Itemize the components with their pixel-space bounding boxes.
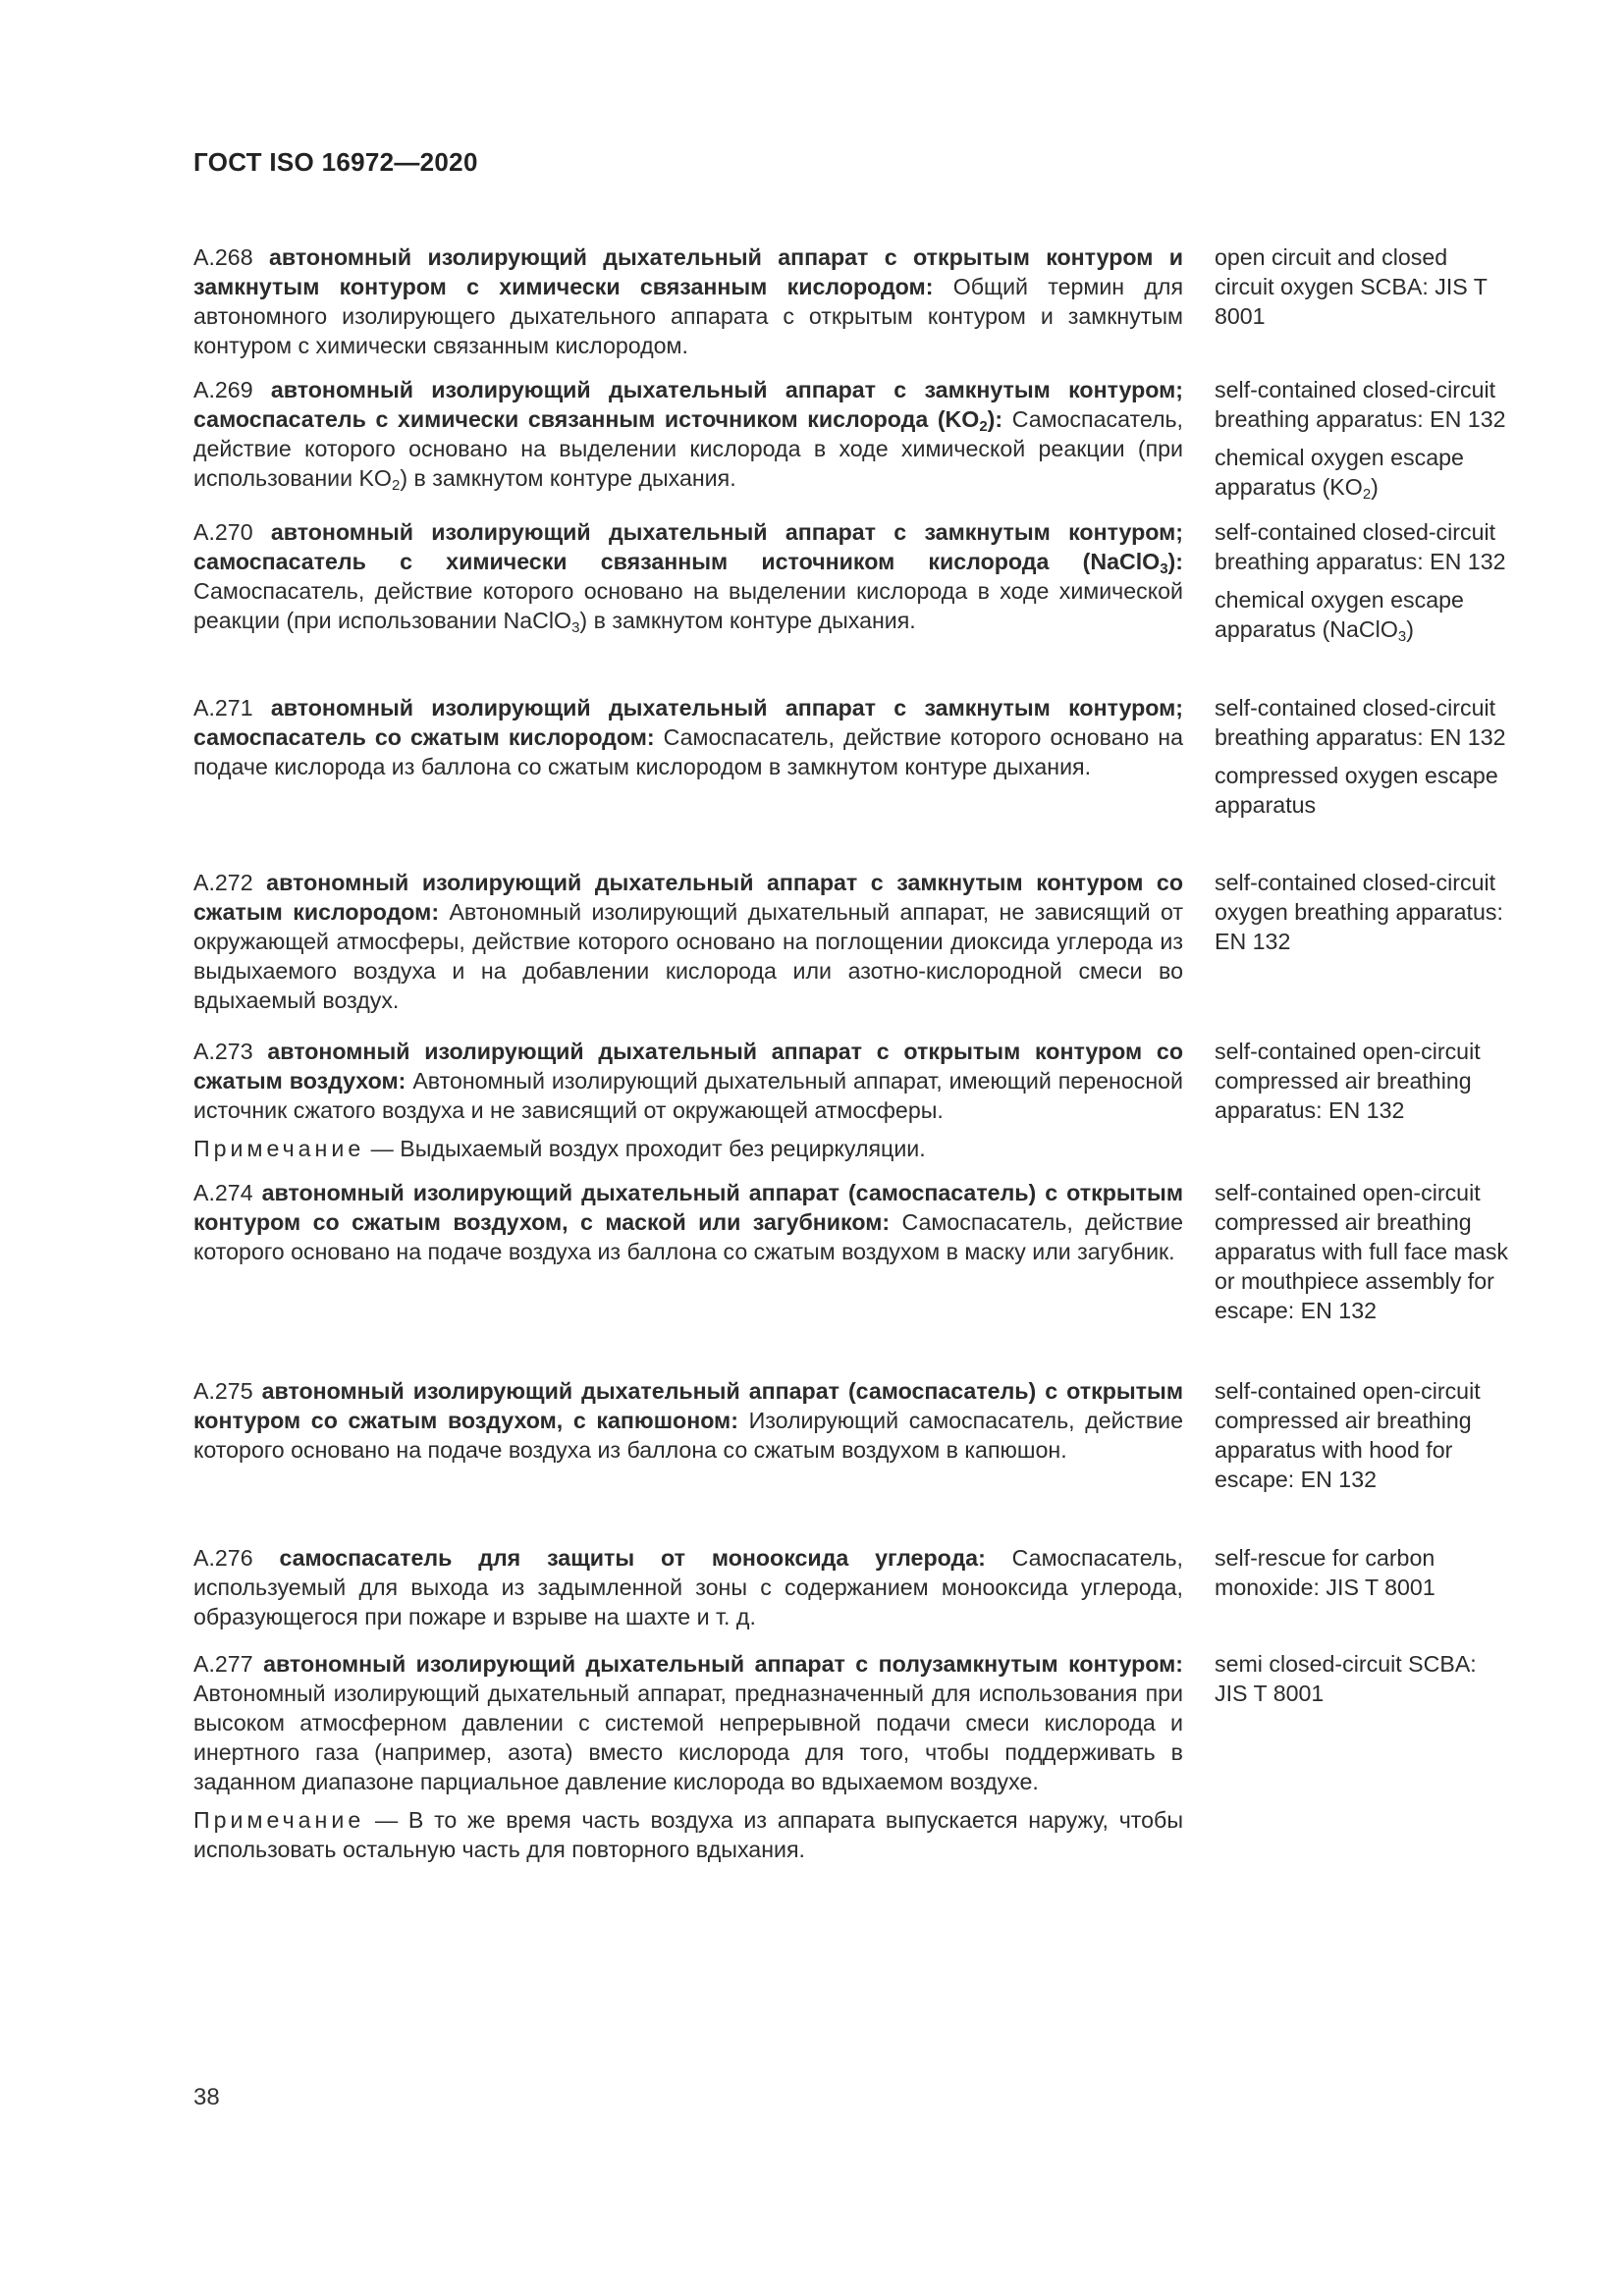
entry-paragraph <box>193 242 1183 360</box>
entry-paragraph <box>193 1037 1183 1125</box>
entry-english <box>1215 517 1509 644</box>
entry-a274 <box>193 1178 1509 1355</box>
entry-term <box>193 519 1183 577</box>
note-text: — В то же время часть воздуха из аппарата выпускается наружу, чтобы использовать остальную часть для повторного вдыхания. <box>193 1807 1183 1862</box>
entry-number: А.272 <box>193 870 267 895</box>
entry-english <box>1215 1178 1509 1325</box>
entry-a272 <box>193 868 1509 1015</box>
entry-definition <box>193 1037 1183 1163</box>
entry-a269 <box>193 375 1509 502</box>
entry-a275 <box>193 1376 1509 1523</box>
entry-def: Самоспасатель, используемый для выхода из задымленной зоны с содержанием монооксида углерода, образующегося при пожаре и взрыве на шахте и т. д. <box>193 1545 1183 1629</box>
entry-definition <box>193 868 1183 1015</box>
entry-a273 <box>193 1037 1509 1163</box>
entry-definition <box>193 1649 1183 1864</box>
note-label: Примечание <box>193 1136 365 1161</box>
def-part: Самоспасатель, действие которого основано на выделении кислорода в ходе химической реакции (при использовании KO <box>193 406 1183 491</box>
subscript: 3 <box>1160 561 1168 577</box>
entry-paragraph <box>193 1649 1183 1796</box>
entry-term: автономный изолирующий дыхательный аппарат с замкнутым контуром со сжатым кислородом: <box>193 870 1183 925</box>
entry-paragraph <box>193 517 1183 635</box>
english-term: self-contained closed-circuit oxygen breathing apparatus: EN 132 <box>1215 870 1503 954</box>
entry-term: автономный изолирующий дыхательный аппарат (самоспасатель) с открытым контуром со сжатым воздухом, с маской или загубником: <box>193 1180 1183 1235</box>
entry-number: А.268 <box>193 244 269 270</box>
entry-number: А.277 <box>193 1651 264 1677</box>
entry-definition <box>193 242 1183 360</box>
entry-english <box>1215 868 1509 956</box>
entry-number: А.271 <box>193 695 271 721</box>
entry-english <box>1215 1543 1509 1602</box>
def-part: Самоспасатель, действие которого основано на выделении кислорода в ходе химической реакции (при использовании NaClO <box>193 578 1183 633</box>
subscript: 3 <box>1397 628 1407 645</box>
document-header: ГОСТ ISO 16972—2020 <box>193 147 478 177</box>
entry-term: самоспасатель для защиты от монооксида углерода: <box>279 1545 986 1571</box>
english-term <box>1215 585 1509 644</box>
entry-note <box>193 1805 1183 1864</box>
entry-def <box>193 578 1183 636</box>
entry-def: Изолирующий самоспасатель, действие которого основано на подаче воздуха из баллона со сжатым воздухом в капюшон. <box>193 1408 1183 1463</box>
entry-number: А.274 <box>193 1180 262 1205</box>
entry-term: автономный изолирующий дыхательный аппарат с полузамкнутым контуром: <box>263 1651 1183 1677</box>
entry-a271 <box>193 693 1509 852</box>
english-term: self-contained closed-circuit breathing apparatus: EN 132 <box>1215 695 1506 750</box>
entry-definition <box>193 1543 1183 1631</box>
term-part: ): <box>987 406 1003 432</box>
entry-english <box>1215 693 1509 820</box>
english-term: self-rescue for carbon monoxide: JIS T 8001 <box>1215 1545 1435 1600</box>
subscript: 3 <box>571 619 580 636</box>
entry-paragraph <box>193 1543 1183 1631</box>
english-part: ) <box>1371 474 1379 500</box>
entries-list <box>193 242 1509 1864</box>
note-text: — Выдыхаемый воздух проходит без рециркуляции. <box>364 1136 926 1161</box>
english-term: semi closed-circuit SCBA: JIS T 8001 <box>1215 1651 1477 1706</box>
entry-paragraph <box>193 1178 1183 1266</box>
english-term: self-contained open-circuit compressed air breathing apparatus: EN 132 <box>1215 1039 1481 1123</box>
entry-term: автономный изолирующий дыхательный аппарат с замкнутым контуром; самоспасатель со сжатым кислородом: <box>193 695 1183 750</box>
entry-definition <box>193 1376 1183 1465</box>
entry-a270 <box>193 517 1509 676</box>
english-term: self-contained closed-circuit breathing apparatus: EN 132 <box>1215 519 1506 574</box>
entry-number: А.269 <box>193 377 271 402</box>
term-part: ): <box>1167 549 1183 574</box>
english-part: ) <box>1406 616 1414 642</box>
entry-term: автономный изолирующий дыхательный аппарат с открытым контуром и замкнутым контуром с химически связанным кислородом: <box>193 244 1183 299</box>
entry-def: Самоспасатель, действие которого основано на подаче кислорода из баллона со сжатым кислородом в замкнутом контуре дыхания. <box>193 724 1184 779</box>
subscript: 2 <box>391 477 401 494</box>
english-term: open circuit and closed circuit oxygen SCBA: JIS T 8001 <box>1215 244 1488 329</box>
def-part: ) в замкнутом контуре дыхания. <box>400 465 736 491</box>
entry-term: автономный изолирующий дыхательный аппарат (самоспасатель) с открытым контуром со сжатым воздухом, с капюшоном: <box>193 1378 1183 1433</box>
entry-paragraph <box>193 868 1183 1015</box>
english-term: self-contained open-circuit compressed air breathing apparatus with hood for escape: EN 132 <box>1215 1378 1481 1492</box>
entry-definition <box>193 1178 1183 1266</box>
term-part: автономный изолирующий дыхательный аппарат с замкнутым контуром; самоспасатель с химически связанным источником кислорода (KO <box>193 377 1183 432</box>
entry-definition <box>193 375 1183 493</box>
entry-english <box>1215 242 1509 331</box>
entry-def: Автономный изолирующий дыхательный аппарат, предназначенный для использования при высоком атмосферном давлении с системой непрерывной подачи смеси кислорода и инертного газа (например, азота) вместо кислорода для того, чтобы поддерживать в заданном диапазоне парциальное давление кислорода во вдыхаемом воздухе. <box>193 1681 1183 1794</box>
entry-a277 <box>193 1649 1509 1864</box>
entry-number: А.275 <box>193 1378 262 1404</box>
entry-term: автономный изолирующий дыхательный аппарат с открытым контуром со сжатым воздухом: <box>193 1039 1183 1094</box>
english-term: self-contained open-circuit compressed air breathing apparatus with full face mask or mouthpiece assembly for escape: EN 132 <box>1215 1180 1509 1323</box>
entry-english <box>1215 1037 1509 1125</box>
english-part: chemical oxygen escape apparatus (KO <box>1215 445 1464 500</box>
entry-a268 <box>193 242 1509 360</box>
entry-def: Самоспасатель, действие которого основано на подаче воздуха из баллона со сжатым воздухом в маску или загубник. <box>193 1209 1183 1264</box>
entry-definition <box>193 517 1183 635</box>
english-part: chemical oxygen escape apparatus (NaClO <box>1215 587 1464 642</box>
entry-def: Автономный изолирующий дыхательный аппарат, не зависящий от окружающей атмосферы, действие которого основано на поглощении диоксида углерода из выдыхаемого воздуха и на добавлении кислорода или азотно-кислородной смеси во вдыхаемый воздух. <box>193 899 1183 1013</box>
entry-a276 <box>193 1543 1509 1631</box>
entry-def: Общий термин для автономного изолирующего дыхательного аппарата с открытым контуром и замкнутым контуром с химически связанным кислородом. <box>193 274 1183 358</box>
term-part: автономный изолирующий дыхательный аппарат с замкнутым контуром; самоспасатель с химически связанным источником кислорода (NaClO <box>193 519 1183 574</box>
entry-paragraph <box>193 375 1183 493</box>
entry-english <box>1215 1649 1509 1708</box>
entry-english <box>1215 375 1509 502</box>
english-term <box>1215 443 1509 502</box>
note-label: Примечание <box>193 1807 365 1833</box>
entry-definition <box>193 693 1183 781</box>
entry-number: А.270 <box>193 519 271 545</box>
entry-def: Автономный изолирующий дыхательный аппарат, имеющий переносной источник сжатого воздуха и не зависящий от окружающей атмосферы. <box>193 1068 1183 1123</box>
entry-paragraph <box>193 1376 1183 1465</box>
english-term: compressed oxygen escape apparatus <box>1215 763 1498 818</box>
entry-paragraph <box>193 693 1183 781</box>
entry-number: А.276 <box>193 1545 280 1571</box>
def-part: ) в замкнутом контуре дыхания. <box>579 608 916 633</box>
entry-number: А.273 <box>193 1039 268 1064</box>
entry-note <box>193 1134 1183 1163</box>
subscript: 2 <box>979 418 988 435</box>
page-number: 38 <box>193 2084 220 2110</box>
entry-english <box>1215 1376 1509 1494</box>
subscript: 2 <box>1362 486 1372 503</box>
english-term: self-contained closed-circuit breathing apparatus: EN 132 <box>1215 377 1506 432</box>
